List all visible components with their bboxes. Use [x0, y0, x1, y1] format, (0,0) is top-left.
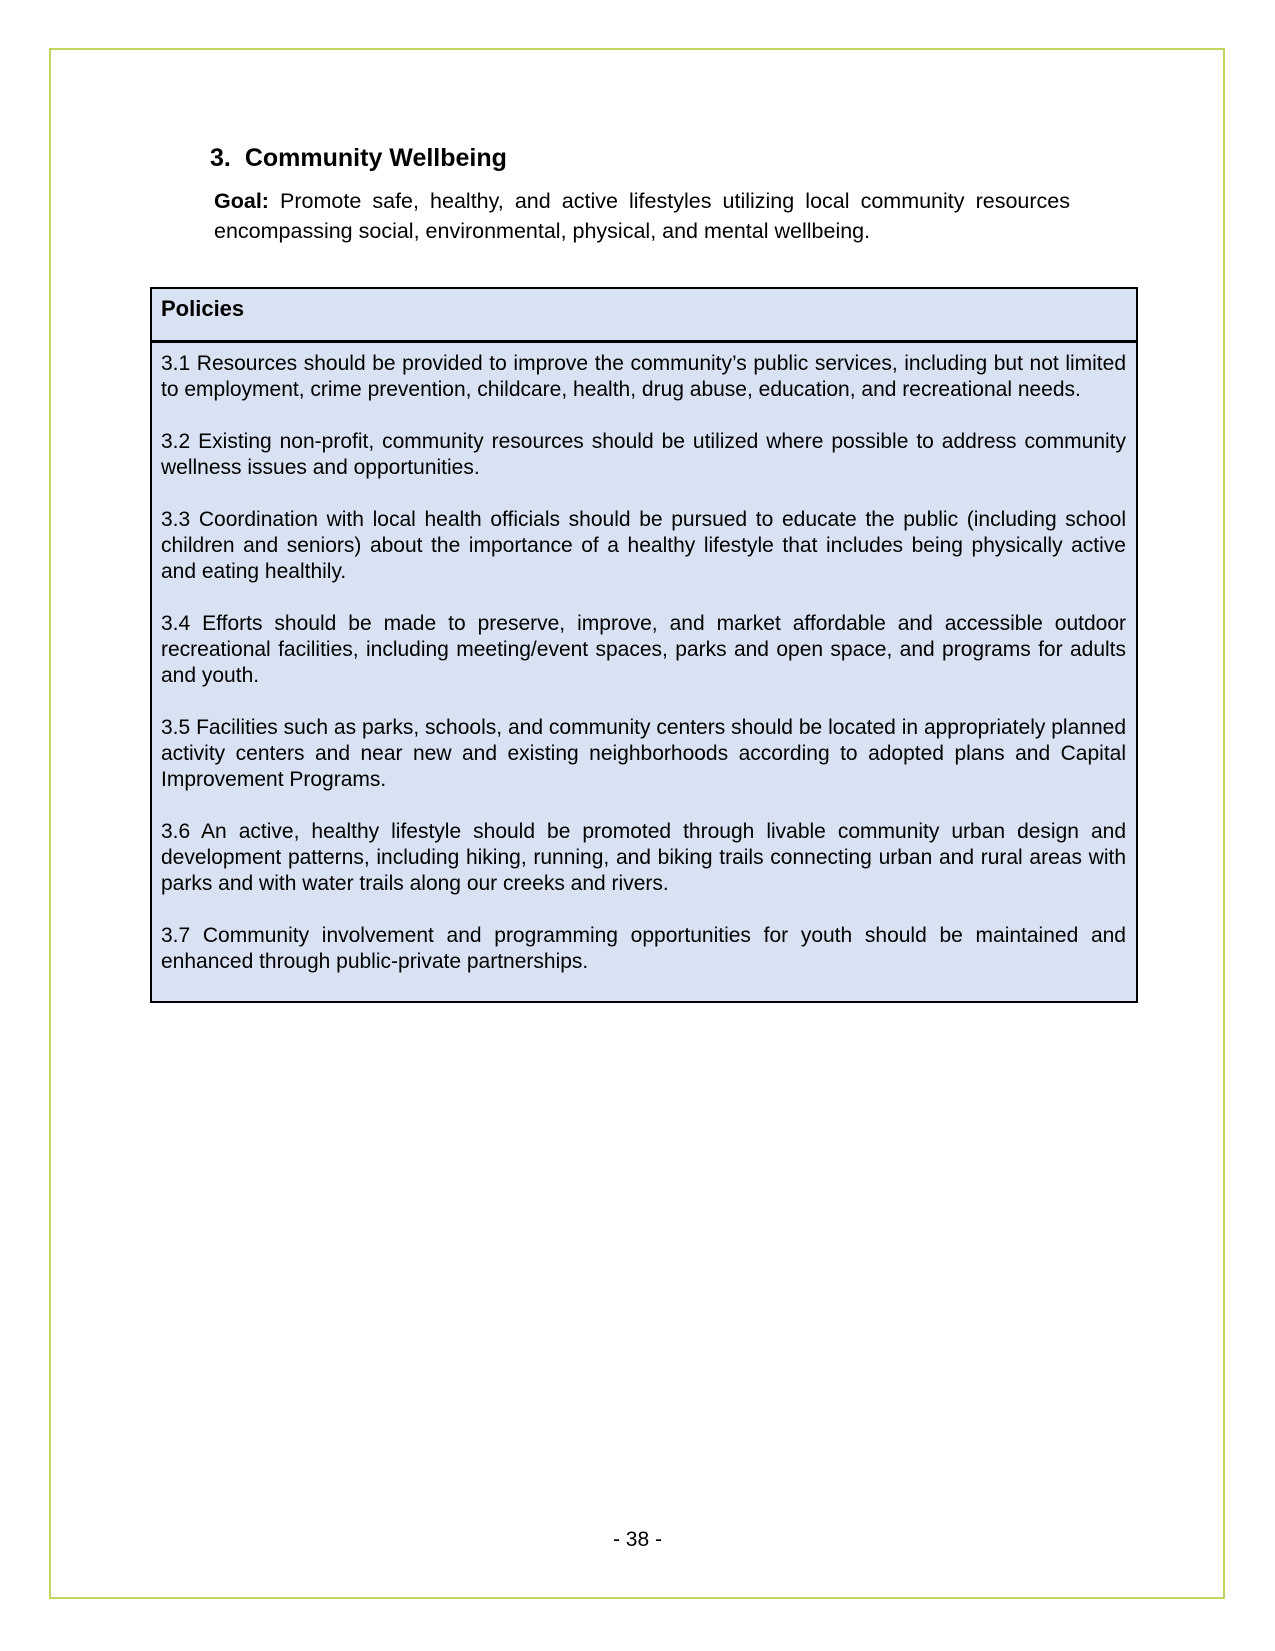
- policies-header-cell: Policies: [151, 288, 1137, 342]
- page-number: - 38 -: [612, 1528, 662, 1551]
- policies-body-row: [151, 342, 1137, 1003]
- policies-table: [150, 287, 1138, 1003]
- policies-header-row: [151, 288, 1137, 342]
- goal-text: Promote safe, healthy, and active lifestyles utilizing local community resources encompassing social, environmental, physical, and mental wellbeing.: [214, 189, 1070, 243]
- policies-body-cell: [151, 342, 1137, 1003]
- policy-item-3-5: 3.5 Facilities such as parks, schools, and community centers should be located in appropriately planned activity centers and near new and existing neighborhoods according to adopted plans and Capital Improvement Programs.: [161, 716, 1126, 791]
- policy-item-3-2: 3.2 Existing non-profit, community resources should be utilized where possible to address community wellness issues and opportunities.: [161, 430, 1126, 479]
- goal-label: Goal:: [214, 189, 269, 213]
- policy-item-3-3: 3.3 Coordination with local health officials should be pursued to educate the public (including school children and seniors) about the importance of a healthy lifestyle that includes being physically active and eating healthily.: [161, 508, 1126, 583]
- policy-item-3-6: 3.6 An active, healthy lifestyle should be promoted through livable community urban design and development patterns, including hiking, running, and biking trails connecting urban and rural areas with parks and with water trails along our creeks and rivers.: [161, 820, 1126, 895]
- policy-item-3-4: 3.4 Efforts should be made to preserve, improve, and market affordable and accessible outdoor recreational facilities, including meeting/event spaces, parks and open space, and programs for adults and youth.: [161, 612, 1126, 687]
- section-heading: [210, 143, 507, 173]
- section-title: Community Wellbeing: [244, 144, 507, 172]
- section-number: 3.: [210, 144, 231, 172]
- policy-item-3-1: 3.1 Resources should be provided to improve the community’s public services, including but not limited to employment, crime prevention, childcare, health, drug abuse, education, and recreational needs.: [161, 352, 1126, 401]
- goal-paragraph: [214, 186, 1070, 246]
- policy-item-3-7: 3.7 Community involvement and programming opportunities for youth should be maintained and enhanced through public-private partnerships.: [161, 924, 1126, 973]
